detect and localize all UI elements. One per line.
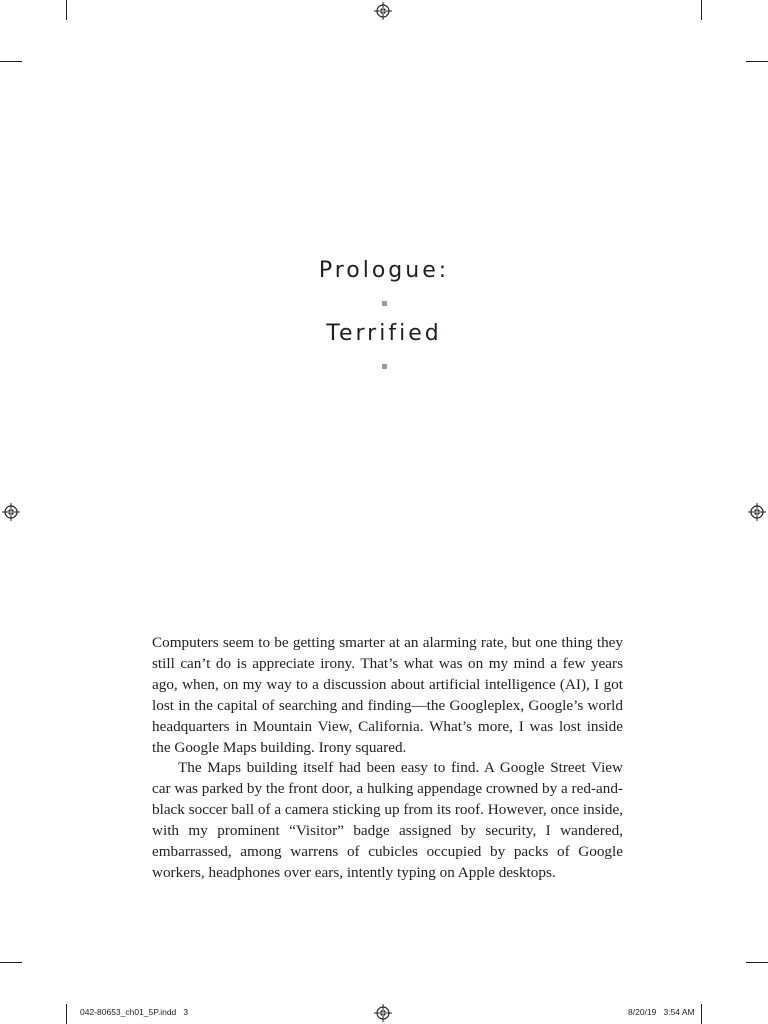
registration-target-icon — [374, 2, 392, 20]
crop-mark-top-right-horizontal — [746, 61, 768, 62]
registration-target-icon — [374, 1004, 392, 1022]
crop-mark-top-right-vertical — [701, 0, 702, 20]
chapter-title-line1: Prologue: — [318, 258, 450, 283]
body-text — [152, 633, 623, 884]
crop-mark-bottom-left-horizontal — [0, 962, 22, 963]
title-ornament-bullet — [382, 301, 387, 306]
paragraph: Computers seem to be getting smarter at an alarming rate, but one thing they still can’t do is appreciate irony. That’s what was on my mind a few years ago, when, on my way to a discussion about artificial intelligence (AI), I got lost in the capital of searching and finding—the Googleplex, Google’s world headquarters in Mountain View, California. What’s more, I was lost inside the Google Maps building. Irony squared. — [152, 634, 623, 756]
crop-mark-top-left-horizontal — [0, 61, 22, 62]
paragraph: The Maps building itself had been easy to find. A Google Street View car was parked by the front door, a hulking appendage crowned by a red-and-black soccer ball of a camera sticking up from its roof. However, once inside, with my prominent “Visitor” badge assigned by security, I wandered, embarrassed, among warrens of cubicles occupied by packs of Google workers, headphones over ears, intently typing on Apple desktops. — [152, 759, 623, 881]
slug-datetime: 8/20/19 3:54 AM — [628, 1007, 695, 1017]
registration-target-icon — [2, 503, 20, 521]
registration-target-icon — [748, 503, 766, 521]
slug-filename: 042-80653_ch01_5P.indd 3 — [80, 1007, 189, 1017]
title-ornament-bullet — [382, 364, 387, 369]
crop-mark-bottom-left-vertical — [66, 1004, 67, 1024]
crop-mark-bottom-right-vertical — [701, 1004, 702, 1024]
crop-mark-bottom-right-horizontal — [746, 962, 768, 963]
crop-mark-top-left-vertical — [66, 0, 67, 20]
chapter-title-line2: Terrified — [326, 321, 442, 346]
